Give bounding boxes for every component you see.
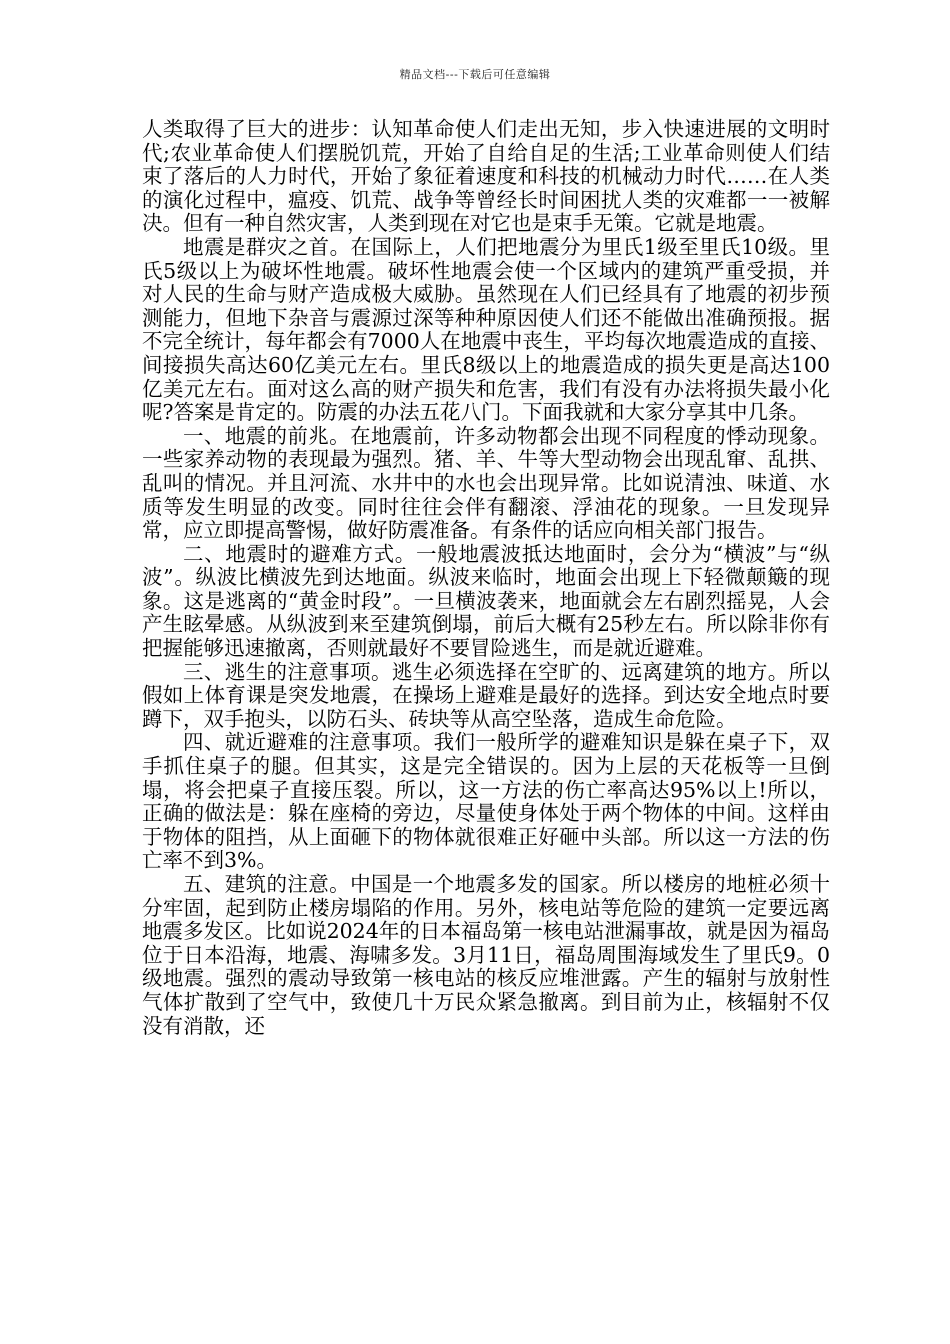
paragraph-precursors: 一、地震的前兆。在地震前，许多动物都会出现不同程度的悸动现象。一些家养动物的表现最为强烈。猪、羊、牛等大型动物会出现乱窜、乱拱、乱叫的情况。并且河流、水井中的水也会出现异常。比如说清浊、味道、水质等发生明显的改变。同时往往会伴有翻滚、浮油花的现象。一旦发现异常，应立即提高警惕，做好防震准备。有条件的话应向相关部门报告。 [142, 423, 830, 543]
paragraph-buildings: 五、建筑的注意。中国是一个地震多发的国家。所以楼房的地桩必须十分牢固，起到防止楼房塌陷的作用。另外，核电站等危险的建筑一定要远离地震多发区。比如说2024年的日本福岛第一核电站泄漏事故，就是因为福岛位于日本沿海，地震、海啸多发。3月11日，福岛周围海域发生了里氏9。0级地震。强烈的震动导致第一核电站的核反应堆泄露。产生的辐射与放射性气体扩散到了空气中，致使几十万民众紧急撤离。到目前为止，核辐射不仅没有消散，还 [142, 872, 830, 1038]
paragraph-earthquake-overview: 地震是群灾之首。在国际上，人们把地震分为里氏1级至里氏10级。里氏5级以上为破坏性地震。破坏性地震会使一个区域内的建筑严重受损，并对人民的生命与财产造成极大威胁。虽然现在人们已经具有了地震的初步预测能力，但地下杂音与震源过深等种种原因使人们还不能做出准确预报。据不完全统计，每年都会有7000人在地震中丧生，平均每次地震造成的直接、间接损失高达60亿美元左右。里氏8级以上的地震造成的损失更是高达100亿美元左右。面对这么高的财产损失和危害，我们有没有办法将损失最小化呢?答案是肯定的。防震的办法五花八门。下面我就和大家分享其中几条。 [142, 234, 830, 425]
page-header: 精品文档---下载后可任意编辑 [399, 68, 551, 81]
document-body [142, 118, 830, 1038]
paragraph-shelter-methods: 二、地震时的避难方式。一般地震波抵达地面时，会分为“横波”与“纵波”。纵波比横波先到达地面。纵波来临时，地面会出现上下轻微颠簸的现象。这是逃离的“黄金时段”。一旦横波袭来，地面就会左右剧烈摇晃，人会产生眩晕感。从纵波到来至建筑倒塌，前后大概有25秒左右。所以除非你有把握能够迅速撤离，否则就最好不要冒险逃生，而是就近避难。 [142, 541, 830, 661]
paragraph-nearby-shelter: 四、就近避难的注意事项。我们一般所学的避难知识是躲在桌子下，双手抓住桌子的腿。但其实，这是完全错误的。因为上层的天花板等一旦倒塌，将会把桌子直接压裂。所以，这一方法的伤亡率高达95%以上!所以，正确的做法是：躲在座椅的旁边，尽量使身体处于两个物体的中间。这样由于物体的阻挡，从上面砸下的物体就很难正好砸中头部。所以这一方法的伤亡率不到3%。 [142, 730, 830, 873]
paragraph-escape-notes: 三、逃生的注意事项。逃生必须选择在空旷的、远离建筑的地方。所以假如上体育课是突发地震，在操场上避难是最好的选择。到达安全地点时要蹲下，双手抱头，以防石头、砖块等从高空坠落，造成生命危险。 [142, 659, 830, 731]
paragraph-intro: 人类取得了巨大的进步：认知革命使人们走出无知，步入快速进展的文明时代;农业革命使人们摆脱饥荒，开始了自给自足的生活;工业革命则使人们结束了落后的人力时代，开始了象征着速度和科技的机械动力时代……在人类的演化过程中，瘟疫、饥荒、战争等曾经长时间困扰人类的灾难都一一被解决。但有一种自然灾害，人类到现在对它也是束手无策。它就是地震。 [142, 117, 830, 236]
